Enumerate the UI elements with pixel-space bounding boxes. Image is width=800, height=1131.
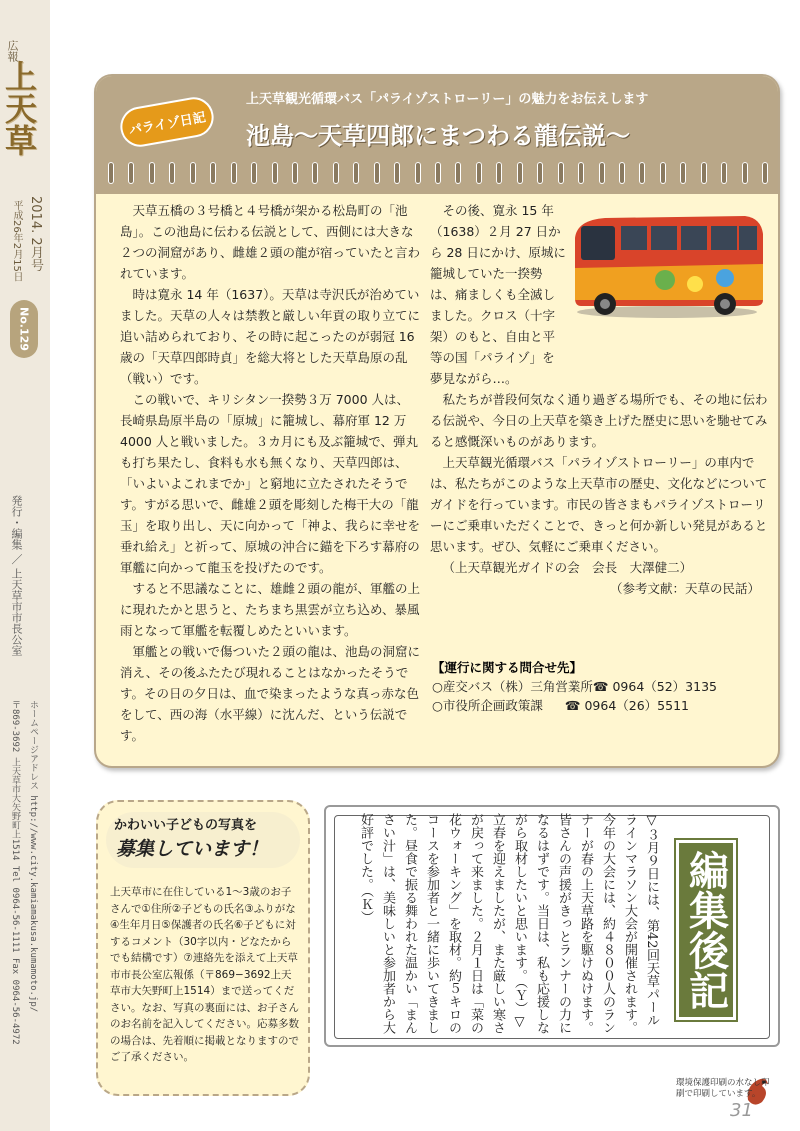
contact-row <box>432 696 762 715</box>
page-number: 31 <box>730 1100 753 1121</box>
feature-left-column <box>120 200 420 746</box>
contact-tel: ☎ 0964（52）3135 <box>592 679 717 694</box>
paragraph: 天草五橋の３号橋と４号橋が架かる松島町の「池島」。この池島に伝わる伝説として、西側には大きな２つの洞窟があり、雌雄２頭の龍が宿っていたと言われています。 <box>120 203 421 281</box>
recruit-title-line2: 募集しています！ <box>116 838 269 860</box>
issue-year: 2014. 2月号 <box>28 196 43 272</box>
sidebar <box>0 0 56 1131</box>
issue-date: 平成26年2月15日 <box>11 200 22 282</box>
paragraph: 時は寛永 14 年（1637）。天草は寺沢氏が治めていました。天草の人々は禁教と厳しい年貢の取り立てに追い詰められており、その時に起こったのが弱冠 16 歳の「天草四郎時貞」を総大将とした天草島原の乱（戦い）です。 <box>120 287 421 386</box>
url-text: ホームページアドレス http://www.city.kamiamakusa.kumamoto.jp/ <box>28 700 38 1013</box>
contact-org: ○市役所企画政策課 <box>432 698 543 713</box>
recruit-title-line1: かわいい子どもの写真を <box>114 818 258 833</box>
contact-row <box>432 677 762 696</box>
contact-heading: 【運行に関する問合せ先】 <box>432 660 583 675</box>
credit-reference: （参考文献：天草の民話） <box>609 581 760 596</box>
contact-tel: ☎ 0964（26）5511 <box>564 698 689 713</box>
spiral-binding <box>108 162 768 180</box>
issue-number-badge: No.129 <box>10 300 38 358</box>
paragraph: すると不思議なことに、雄雌２頭の龍が、軍艦の上に現れたかと思うと、たちまち黒雲が立ち込め、暴風雨となって軍艦を転覆しめたといいます。 <box>120 581 421 638</box>
contact-info <box>432 658 762 715</box>
paraiso-diary-badge: パライゾ日記 <box>117 94 217 150</box>
recruit-body: 上天草市に在住している1〜3歳のお子さんで①住所②子どもの氏名③ふりがな④生年月日⑤保護者の氏名⑥子どもに対するコメント（30字以内・どなたからでも結構です）⑦連絡先を添えて上天草市市長公室広報係（〒869−3692上天草市大矢野町上1514）まで送ってください。なお、写真の裏面には、お子さんのお名前を記入してください。応募多数の場合は、先着順に掲載となりますのでご了承ください。 <box>110 886 299 1063</box>
eco-print-note: 環境保護印刷の水なし印刷で印刷しています。 <box>676 1078 770 1099</box>
address-text: 〒869-3692 上天草市大矢野町上1514 Tel 0964-56-1111 Fax 0964-56-4972 <box>10 700 20 1045</box>
paragraph: その後、寛永 15 年（1638）２月 27 日から 28 日にかけ、原城に籠城していた一揆勢は、痛ましくも全滅しました。クロス（十字架）のもと、自由と平等の国「パライゾ」を夢見ながら…。 <box>430 203 566 386</box>
publisher-text: 発行・編集 ／ 上天草市市長公室 <box>10 495 23 656</box>
photo-recruit-card <box>96 800 310 1096</box>
feature-title: 池島〜天草四郎にまつわる龍伝説〜 <box>246 122 630 150</box>
sidebar-kouhou: 広報 <box>6 40 19 62</box>
credit-author: （上天草観光ガイドの会 会長 大澤健二） <box>442 560 693 575</box>
editorial-text: ▽３月９日には、第42回天草パールラインマラソン大会が開催されます。今年の大会には、約４８００人のランナーが春の上天草路を駆けぬけます。皆さんの声援がきっとランナーの力になるはずです。当日は、私も応援しながら取材したいと思います。（Ｙ）▽立春を迎えましたが、また厳しい寒さが戻って来ました。２月１日は「菜の花ウォーキング」を取材。約５キロのコースを参加者と一緒に歩いてきました。昼食で振る舞われた温かい「まんさい汁」は、美味しいと参加者から大好評でした。（Ｋ） <box>358 813 659 1034</box>
paragraph: 軍艦との戦いで傷ついた２頭の龍は、池島の洞窟に消え、その後ふたたび現れることはなかったそうです。その日の夕日は、血で染まったような真っ赤な色をして、西の海（水平線）に沈んだ、という伝説です。 <box>120 644 421 743</box>
magazine-logo: 上天草 <box>0 60 38 156</box>
contact-org: ○産交バス（株）三角営業所 <box>432 679 593 694</box>
feature-subtitle: 上天草観光循環バス「パライゾストローリー」の魅力をお伝えします <box>246 92 649 107</box>
paragraph: この戦いで、キリシタン一揆勢３万 7000 人は、長崎県島原半島の「原城」に籠城し、幕府軍 12 万 4000 人と戦いました。３カ月にも及ぶ籠城で、弾丸も打ち果たし、食料も水も無くなり、天草四郎は、「いよいよこれまでか」と窮地に立たされたそうです。すがる思いで、雌雄２頭を彫刻した梅干大の「龍玉」を取り出し、天に向かって「神よ、我らに幸せを垂れ給え」と祈って、原城の沖合に錨を下ろす幕府の軍艦に向かって龍玉を投げたのです。 <box>120 392 421 575</box>
paragraph: 上天草観光循環バス「パライゾストローリー」の車内では、私たちがこのような上天草市の歴史、文化などについてガイドを行っています。市民の皆さまもパライゾストローリーにご乗車いただくことで、きっと何か新しい発見があると思います。ぜひ、気軽にご乗車ください。 <box>430 455 768 554</box>
feature-right-column <box>430 200 770 599</box>
paragraph: 私たちが普段何気なく通り過ぎる場所でも、その地に伝わる伝説や、今日の上天草を築き上げた歴史に思いを馳せてみると感慨深いものがあります。 <box>430 392 768 449</box>
editorial-heading: 編集後記 <box>676 840 736 1020</box>
